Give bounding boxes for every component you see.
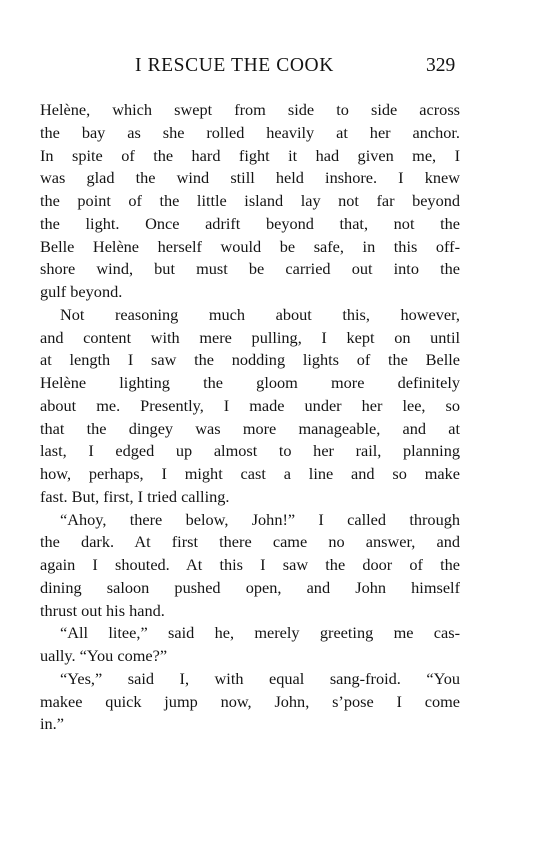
text-line: “All litee,” said he, merely greeting me cas- (60, 623, 460, 643)
text-line: was glad the wind still held inshore. I knew (40, 168, 460, 188)
text-line: again I shouted. At this I saw the door of the (40, 555, 460, 574)
text-line: Helène, which swept from side to side across (40, 100, 460, 119)
text-line: how, perhaps, I might cast a line and so make (40, 464, 460, 483)
text-line: thrust out his hand. (40, 600, 165, 620)
text-line: in.” (40, 714, 64, 734)
text-line: Not reasoning much about this, however, (60, 304, 460, 324)
text-line: last, I edged up almost to her rail, planning (40, 441, 460, 461)
text-line: Helène lighting the gloom more definitely (40, 373, 460, 392)
page-number: 329 (426, 55, 456, 76)
text-line: about me. Presently, I made under her lee, so (40, 395, 460, 415)
text-line: the bay as she rolled heavily at her anchor. (40, 122, 460, 142)
text-line: and content with mere pulling, I kept on until (40, 327, 460, 347)
text-line: at length I saw the nodding lights of the Belle (40, 350, 460, 370)
text-line: that the dingey was more manageable, and at (40, 418, 460, 438)
text-line: shore wind, but must be carried out into the (40, 259, 460, 279)
text-line: “Ahoy, there below, John!” I called through (60, 509, 460, 529)
text-line: Belle Helène herself would be safe, in this off- (40, 236, 460, 256)
text-line: In spite of the hard fight it had given me, I (40, 145, 460, 165)
text-line: the point of the little island lay not far beyond (40, 191, 460, 210)
text-line: fast. But, first, I tried calling. (40, 486, 230, 506)
text-line: dining saloon pushed open, and John himself (40, 577, 460, 597)
text-line: “Yes,” said I, with equal sang-froid. “You (60, 668, 460, 688)
text-line: ually. “You come?” (40, 646, 168, 665)
text-line: gulf beyond. (40, 282, 123, 301)
text-line: makee quick jump now, John, s’pose I come (40, 691, 460, 711)
running-head: I RESCUE THE COOK (135, 55, 334, 76)
page-header (40, 55, 460, 81)
body-text (40, 99, 460, 736)
text-line: the dark. At first there came no answer, and (40, 532, 460, 552)
text-line: the light. Once adrift beyond that, not the (40, 213, 460, 233)
